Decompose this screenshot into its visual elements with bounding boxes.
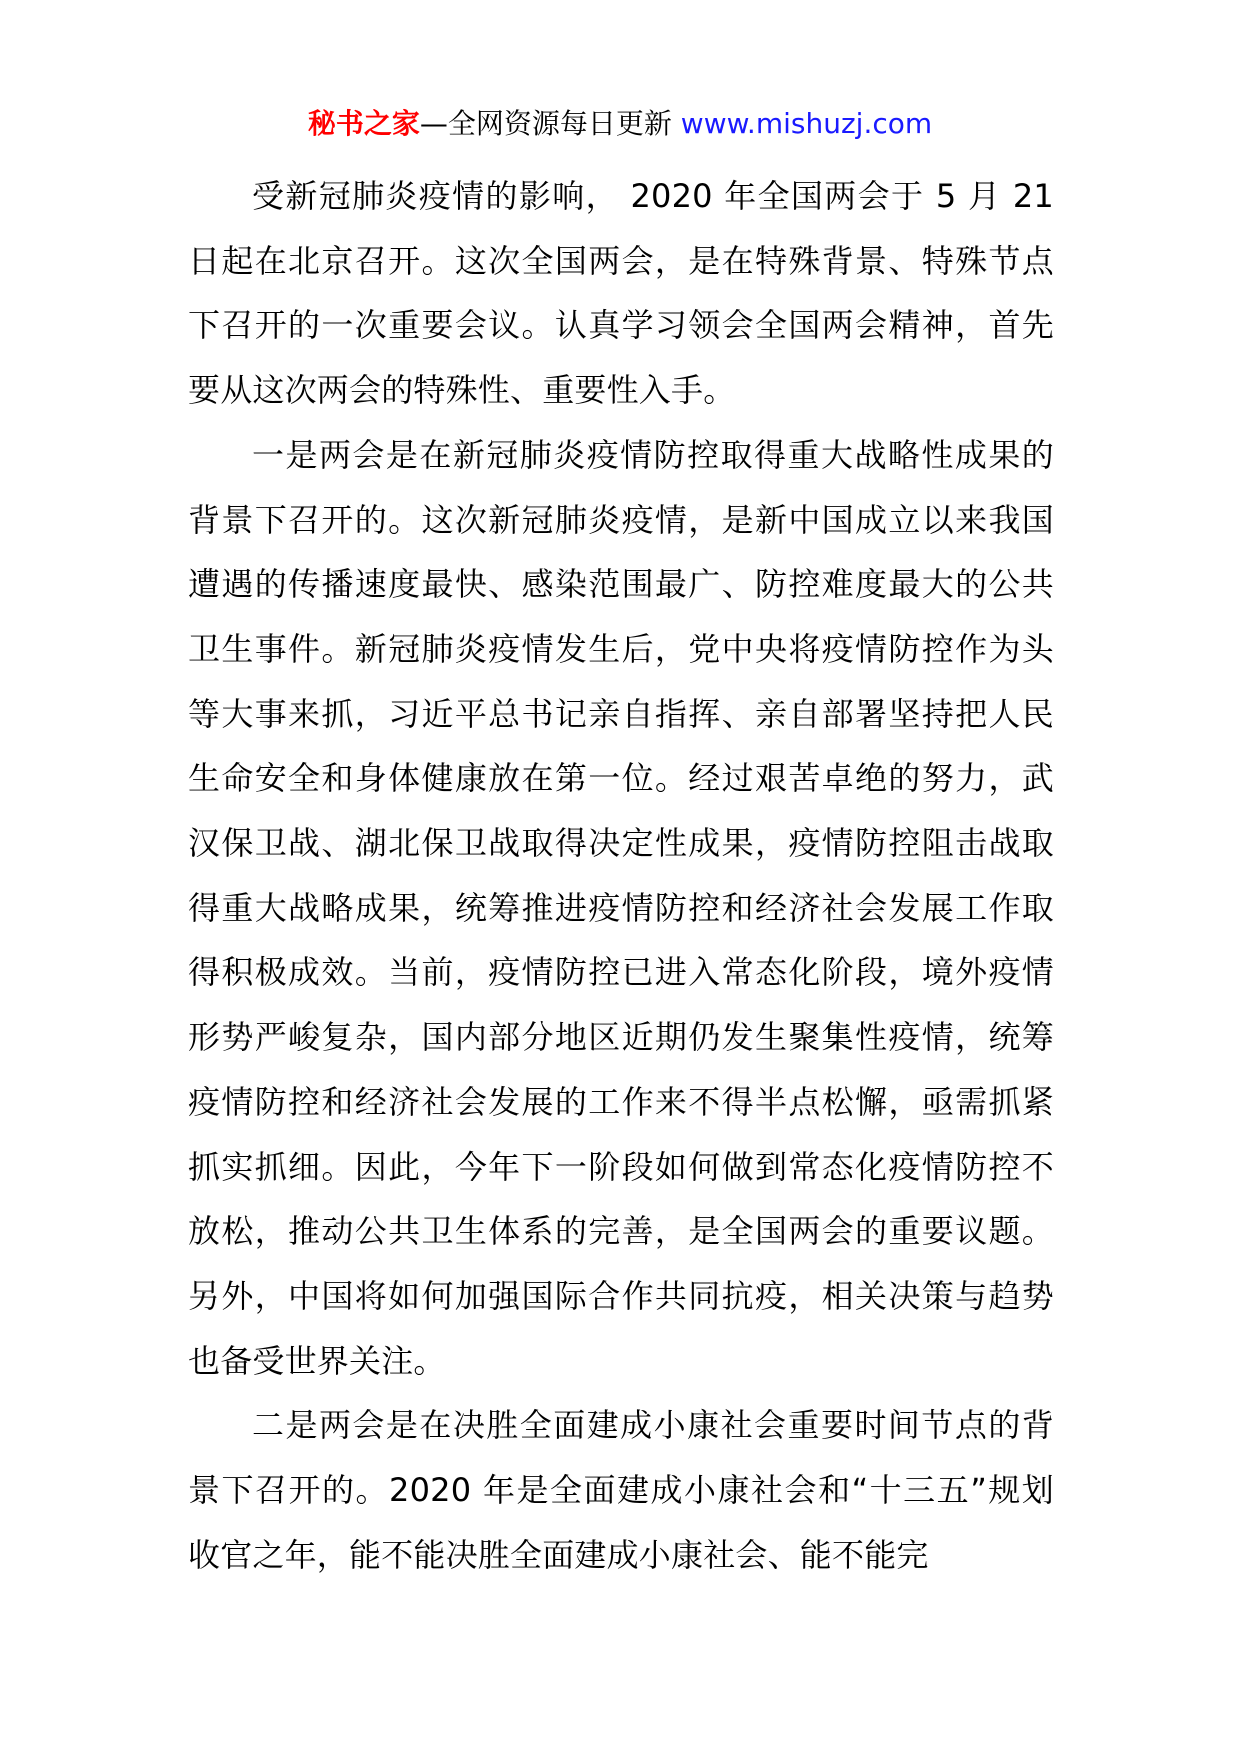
paragraph-point-two: 二是两会是在决胜全面建成小康社会重要时间节点的背景下召开的。2020 年是全面建成小康社会和“十三五”规划收官之年，能不能决胜全面建成小康社会、能不能完 [188, 1406, 1054, 1574]
page-header [0, 104, 1240, 144]
paragraph-intro: 受新冠肺炎疫情的影响， 2020 年全国两会于 5 月 21 日起在北京召开。这次全国两会，是在特殊背景、特殊节点下召开的一次重要会议。认真学习领会全国两会精神，首先要从这次两会的特殊性、重要性入手。 [188, 177, 1054, 410]
paragraph-point-one: 一是两会是在新冠肺炎疫情防控取得重大战略性成果的背景下召开的。这次新冠肺炎疫情，是新中国成立以来我国遭遇的传播速度最快、感染范围最广、防控难度最大的公共卫生事件。新冠肺炎疫情发生后，党中央将疫情防控作为头等大事来抓，习近平总书记亲自指挥、亲自部署坚持把人民生命安全和身体健康放在第一位。经过艰苦卓绝的努力，武汉保卫战、湖北保卫战取得决定性成果，疫情防控阻击战取得重大战略成果，统筹推进疫情防控和经济社会发展工作取得积极成效。当前，疫情防控已进入常态化阶段，境外疫情形势严峻复杂，国内部分地区近期仍发生聚集性疫情，统筹疫情防控和经济社会发展的工作来不得半点松懈，亟需抓紧抓实抓细。因此，今年下一阶段如何做到常态化疫情防控不放松，推动公共卫生体系的完善，是全国两会的重要议题。另外，中国将如何加强国际合作共同抗疫，相关决策与趋势也备受世界关注。 [188, 435, 1054, 1380]
website-link[interactable]: www.mishuzj.com [680, 107, 933, 140]
header-tagline: —全网资源每日更新 [419, 107, 672, 140]
document-body [188, 164, 1054, 1587]
brand-name: 秘书之家 [307, 107, 420, 140]
